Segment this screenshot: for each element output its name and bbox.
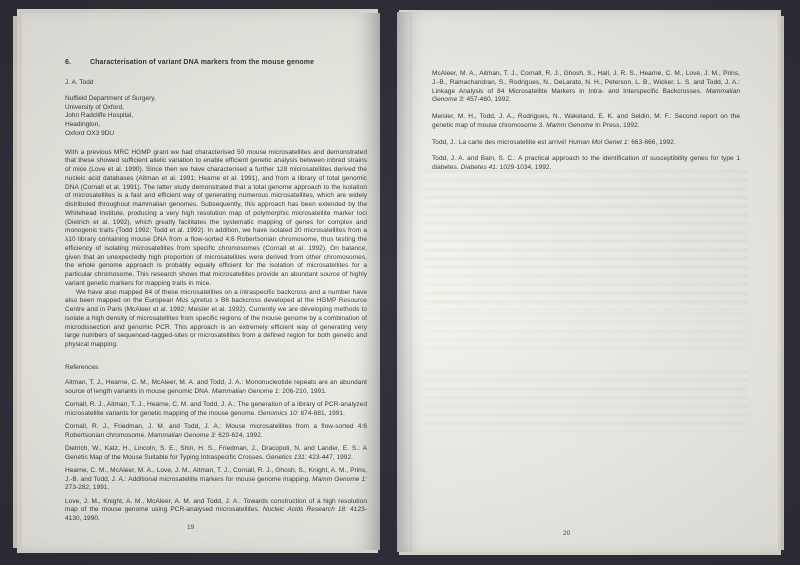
reference-entry: [65, 401, 367, 419]
right-page: [397, 12, 778, 552]
ref-text: 423-447, 1992.: [306, 453, 353, 461]
ref-journal: Mammalian Genome 3:: [432, 87, 740, 104]
ref-text: Aitman, T. J., Hearne, C. M., McAleer, M. A. and Todd, J. A.: Mononucleotide repeats are an abundant source of length variants in mouse genomic DNA.: [65, 378, 367, 395]
ref-text: 1029-1034, 1992.: [497, 164, 552, 171]
ref-text: 4123-4130, 1990.: [65, 506, 368, 523]
ref-text: 874-881, 1991.: [298, 409, 345, 417]
ref-text: In Press, 1992.: [593, 121, 640, 129]
references-heading: References: [65, 363, 99, 371]
left-page-content: [65, 13, 367, 524]
paragraph-text: We have also mapped 84 of these microsatellites on a intraspecific backcross and a number have also been mapped on the European: [65, 288, 367, 305]
species-name: Mus spretus: [175, 297, 213, 305]
ref-text: Hearne, C. M., McAleer, M. A., Love, J. M., Aitman, T. J., Cornall, R. J., Ghosh, S., Knight, A. M., Prins, J.-B. and Todd, J. A.: Additional microsatellite markers for mouse genome mapping.: [65, 466, 367, 483]
ref-journal: Mammalian Genome 1:: [211, 387, 281, 395]
section-title: Characterisation of variant DNA markers from the mouse genome: [90, 59, 315, 66]
ref-text: Cornall, R. J., Friedman, J. M. and Todd, J. A.: Mouse microsatellites from a flow-sorted 4:6 Robertsonian chromosome.: [65, 422, 367, 439]
reference-entry: [65, 379, 367, 397]
left-page: [22, 13, 380, 550]
ref-text: 273-282, 1991.: [65, 484, 110, 492]
ref-text: McAleer, M. A., Aitman, T. J., Cornall, R. J., Ghosh, S., Hall, J. R. S., Hearne, C. M., Love, J. M., Prins, J.-B., Ramachandran, S., Rodrigues, N., DeLarato, N. H., Peterson, L. B., Wicker, L. S. and Todd, J. A.: Linkage Analysis of 84 Microsatellite Markers in Intra- and Interspecific Backcrosses.: [432, 70, 740, 95]
reference-entry: [432, 113, 740, 131]
reference-entry: [432, 155, 740, 173]
paragraph-text: x B6 backcross developed at the HGMP Resource Centre and in Paris (McAleer et al. 1992; Meisler et al. 1992). Currently we are developing methods to isolate a high density of microsatellites from specific regions of the mouse genome by a combination of microdissection and genomic PCR. This approach is an extremely efficient way of generating very large numbers of sequenced-tagged-sites or microsatellites from a defined region for both genetic and physical mapping.: [65, 297, 367, 349]
right-page-content: [432, 12, 740, 173]
ref-journal: Genomics 10:: [257, 409, 299, 417]
ref-text: 620-624, 1992.: [216, 431, 263, 439]
show-through-text: [425, 312, 748, 352]
ref-text: Meisler, M. H., Todd, J. A., Rodrigues, N., Wakeland, E. K. and Seldin, M. F.: Second report on the genetic map of mouse chromosome 3.: [432, 113, 740, 129]
author-address: [65, 95, 367, 139]
ref-journal: Mammalian Genome 3:: [147, 431, 217, 439]
reference-entry: [65, 423, 367, 441]
address-line: Nuffield Department of Surgery,: [65, 95, 156, 102]
ref-journal: Diabetes 41:: [460, 164, 498, 171]
ref-journal: Human Mol Genet 1:: [568, 138, 630, 146]
author: J. A. Todd: [65, 79, 94, 86]
page-number: 20: [563, 530, 571, 537]
ref-journal: Mamm Genome: [546, 121, 594, 129]
address-line: Oxford OX3 9DU: [65, 129, 115, 137]
reference-entry: [432, 139, 740, 148]
ref-text: Cornall, R. J., Aitman, T. J., Hearne, C. M. and Todd, J. A.: The generation of a library of PCR-analyzed microsatellite variants for genetic mapping of the mouse genome.: [65, 400, 367, 417]
ref-text: 457-460, 1992.: [464, 96, 511, 104]
reference-entry: [65, 467, 367, 493]
ref-text: 663-666, 1992.: [629, 138, 676, 146]
address-line: John Radcliffe Hospital,: [65, 112, 134, 120]
ref-text: 206-210, 1991.: [280, 387, 327, 395]
ref-text: Dietrich, W., Katz, H., Lincoln, S. E., Shin, H. S., Friedman, J., Dracopoli, N. and Lander, E. S.: A Genetic Map of the Mouse Suitable for Typing Intraspecific Crosses.: [65, 444, 367, 461]
address-line: Headington,: [65, 121, 101, 129]
reference-entry: [432, 70, 740, 105]
reference-entry: [65, 498, 367, 524]
show-through-text: [425, 170, 748, 310]
ref-journal: Mamm Genome 1:: [312, 475, 367, 483]
ref-journal: Genetics 131:: [265, 453, 307, 461]
reference-entry: [65, 445, 367, 463]
show-through-text: [425, 370, 748, 432]
section-heading: [65, 59, 367, 66]
body-paragraph: [65, 289, 367, 350]
body-paragraph: With a previous MRC HGMP grant we had characterised 50 mouse microsatellites and demonstrated that these showed sufficient allelic variation to enable efficient genetic analysis between inbred strains of mice (Love et al. 1990). Since then we have characterised a further 128 microsatellites derived the nucleic acid databases (Aitman et al. 1991; Hearne et al. 1991), and from a library of total genomic DNA (Cornall et al. 1991). The latter study demonstrated that a total genome approach to the isolation of microsatellites is a fast and efficient way of generating numerous microsatellites, which are widely distributed throughout mammalian genomes. Subsequently, this approach has been extended by the Whitehead Institute, producing a very high resolution map of polymorphic microsatellite marker loci (Dietrich et al. 1992), which greatly facilitates the systematic mapping of genes for complex and monogenic traits (Todd 1992; Todd et al. 1992). In addition, we have isolated 20 microsatellites from a λ10 library containing mouse DNA from a flow-sorted 4:6 Robertsonian chromosome, thus testing the efficiency of isolating microsatellites from specific chromosomes (Cornall et al. 1992). On balance, given that an unexpectedly high proportion of microsatellites were derived from other chromosomes, the whole genome approach is probably equally efficient for the isolation of microsatellites for a particular chromosome. This research shows that microsatellites provide an abundant source of highly variant genetic markers for mapping traits in mice.: [65, 148, 367, 287]
ref-journal: Nucleic Acids Research 18:: [262, 506, 348, 514]
ref-text: Todd, J.: La carte des microsatellite est arrivé!: [432, 138, 569, 146]
ref-text: Love, J. M., Knight, A. M., McAleer, A. M. and Todd, J. A.: Towards construction of a high resolution map of the mouse genome using PCR-analysed microsatellites.: [65, 497, 367, 514]
page-number: 19: [187, 524, 195, 531]
section-number: 6.: [65, 59, 72, 66]
ref-text: Todd, J. A. and Bain, S. C.: A practical approach to the identification of susceptibility genes for type 1 diabetes.: [432, 155, 740, 171]
address-line: University of Oxford,: [65, 103, 124, 111]
